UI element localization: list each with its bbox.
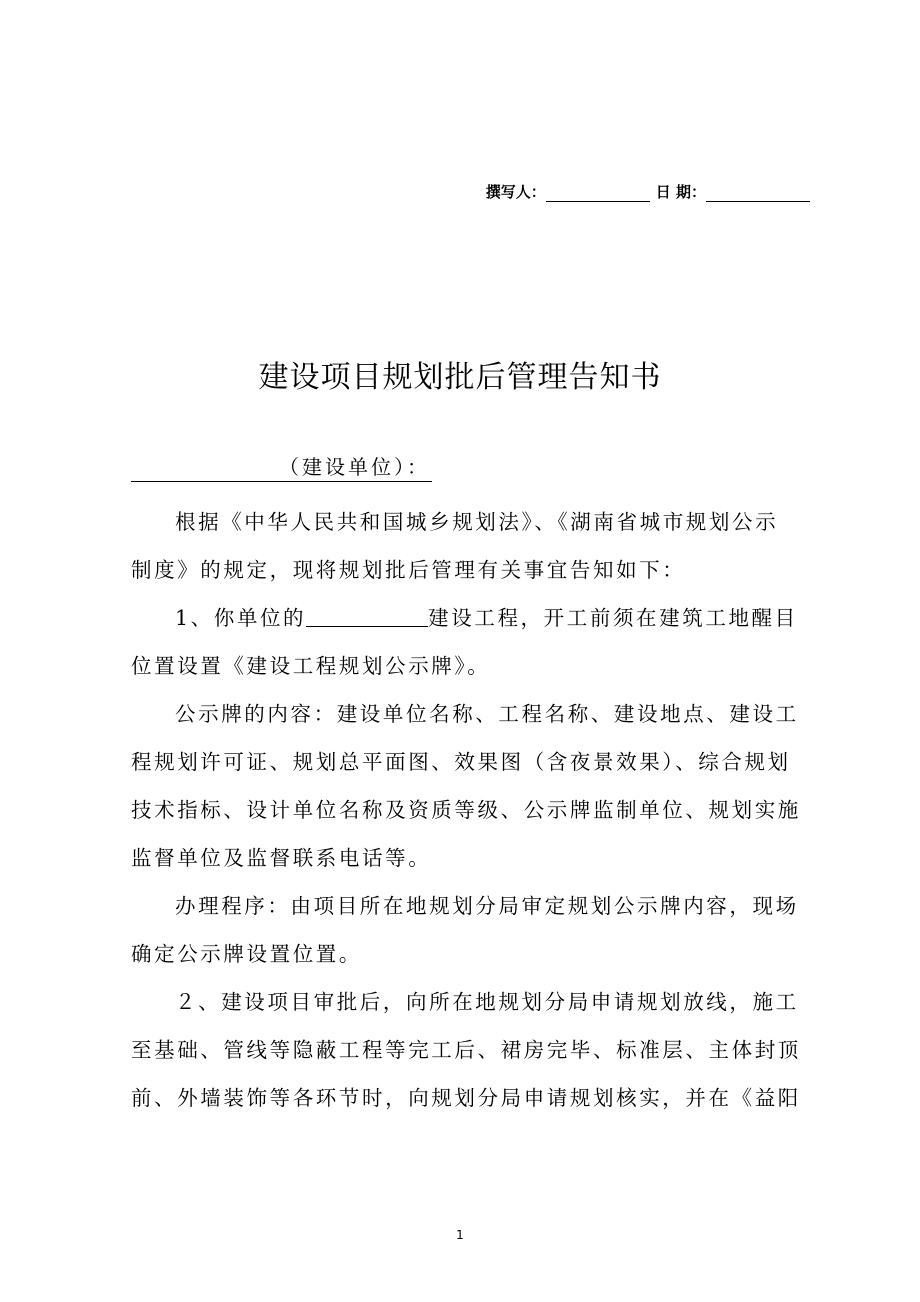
paragraph-4 (131, 882, 811, 978)
paragraph-1 (131, 498, 811, 594)
date-blank (706, 185, 810, 202)
page-number: 1 (456, 1228, 464, 1242)
paragraph-text: 建设工程，开工前须在建筑工地醒目 (428, 606, 798, 630)
paragraph-line: 办理程序：由项目所在地规划分局审定规划公示牌内容，现场 (175, 894, 799, 918)
document-title: 建设项目规划批后管理告知书 (258, 360, 662, 395)
paragraph-line: 公示牌的内容：建设单位名称、工程名称、建设地点、建设工 (175, 702, 799, 726)
paragraph-5 (131, 978, 811, 1122)
paragraph-2 (131, 594, 811, 690)
author-date-line (486, 181, 810, 202)
paragraph-3 (131, 690, 811, 882)
paragraph-line: 根据《中华人民共和国城乡规划法》、《湖南省城市规划公示 (175, 510, 779, 534)
paragraph-line: 监督单位及监督联系电话等。 (131, 846, 432, 870)
author-blank (546, 185, 650, 202)
paragraph-line: 技术指标、设计单位名称及资质等级、公示牌监制单位、规划实施 (131, 798, 801, 822)
paragraph-text: 1、你单位的 (175, 606, 307, 630)
addressee-line: （建设单位）： (131, 453, 432, 482)
paragraph-line: 至基础、管线等隐蔽工程等完工后、裙房完毕、标准层、主体封顶 (131, 1038, 801, 1062)
paragraph-line: 制度》的规定，现将规划批后管理有关事宜告知如下： (131, 558, 686, 582)
author-label: 撰写人： (485, 183, 546, 201)
paragraph-line (131, 594, 811, 642)
paragraph-line: 确定公示牌设置位置。 (131, 942, 362, 966)
paragraph-line: 位置设置《建设工程规划公示牌》。 (131, 654, 491, 678)
document-body (131, 498, 811, 1122)
paragraph-line: 程规划许可证、规划总平面图、效果图（含夜景效果）、综合规划 (131, 750, 791, 774)
paragraph-line: 前、外墙装饰等各环节时，向规划分局申请规划核实，并在《益阳 (131, 1086, 801, 1110)
project-name-blank (306, 604, 428, 627)
paragraph-line: ２、建设项目审批后，向所在地规划分局申请规划放线，施工 (175, 990, 799, 1014)
date-label: 日 期： (655, 183, 706, 201)
